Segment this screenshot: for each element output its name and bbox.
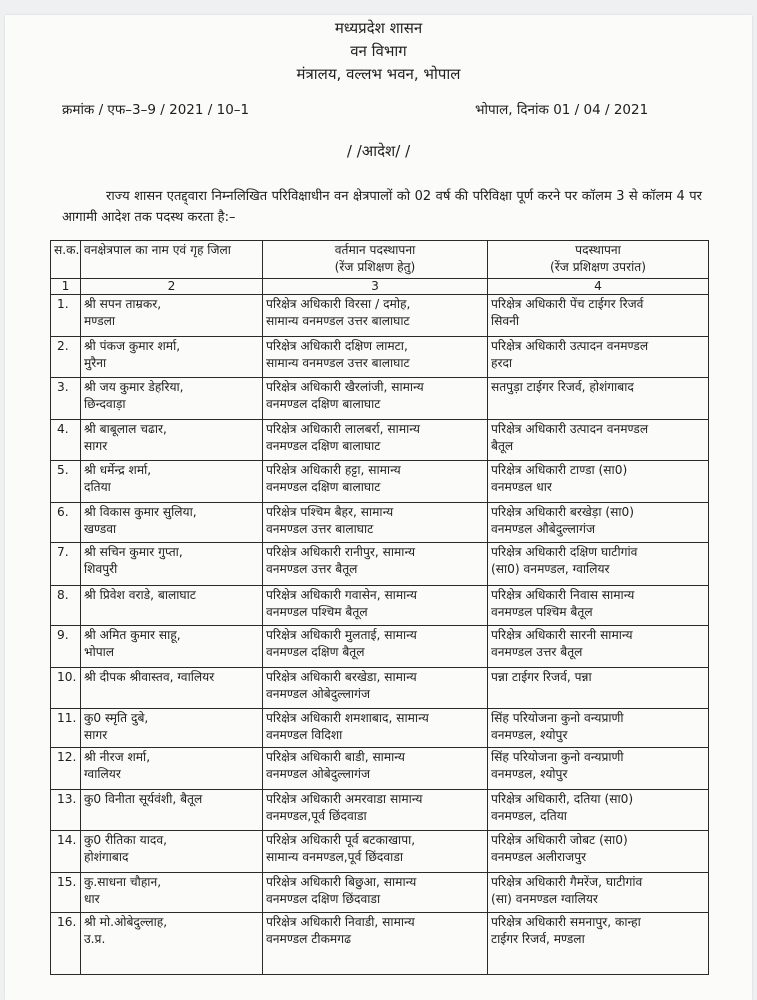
- cell-line: सिंह परियोजना कुनो वन्यप्राणी: [491, 750, 624, 764]
- cell-line: सामान्य वनमण्डल उत्तर बालाघाट: [266, 356, 410, 370]
- cell-line: (सा0) वनमण्डल, ग्वालियर: [491, 562, 610, 576]
- serial-number: 6.: [51, 503, 81, 543]
- cell-line: श्री मो.ओबेदुल्लाह,: [84, 915, 168, 929]
- cell-line: ग्वालियर: [84, 767, 121, 781]
- order-paragraph: [62, 186, 702, 228]
- current-posting-cell: [263, 873, 488, 913]
- cell-line: कु0 विनीता सूर्यवंशी, बैतूल: [84, 792, 203, 806]
- cell-line: श्री जय कुमार डेहरिया,: [84, 380, 184, 394]
- officer-name-cell: [81, 543, 263, 586]
- posting-table: [50, 240, 709, 975]
- cell-line: मुरैना: [84, 356, 107, 370]
- cell-line: परिक्षेत्र अधिकारी अमरवाडा सामान्य: [266, 792, 423, 806]
- new-posting-cell: [488, 420, 709, 461]
- cell-line: परिक्षेत्र अधिकारी बरखेडा, सामान्य: [266, 670, 417, 684]
- officer-name-cell: [81, 748, 263, 790]
- header-line: (रेंज प्रशिक्षण उपरांत): [550, 260, 646, 274]
- cell-line: श्री सपन ताम्रकर,: [84, 297, 162, 311]
- current-posting-cell: [263, 709, 488, 748]
- cell-line: वनमण्डल औबेदुल्लागंज: [491, 522, 595, 536]
- officer-name-cell: [81, 709, 263, 748]
- cell-line: दतिया: [84, 480, 111, 494]
- cell-line: परिक्षेत्र अधिकारी पूर्व बटकाखापा,: [266, 833, 416, 847]
- new-posting-cell: [488, 668, 709, 709]
- cell-line: श्री सचिन कुमार गुप्ता,: [84, 545, 183, 559]
- cell-line: वनमण्डल दक्षिण बालाघाट: [266, 397, 381, 411]
- cell-line: परिक्षेत्र अधिकारी सारनी सामान्य: [491, 628, 633, 642]
- current-posting-cell: [263, 461, 488, 503]
- cell-line: वनमण्डल दक्षिण बालाघाट: [266, 439, 381, 453]
- current-posting-cell: [263, 378, 488, 420]
- column-number: 2: [81, 279, 263, 295]
- serial-number: 14.: [51, 831, 81, 873]
- current-posting-cell: [263, 503, 488, 543]
- officer-name-cell: [81, 378, 263, 420]
- table-header-row: [51, 241, 709, 279]
- cell-line: परिक्षेत्र अधिकारी विरसा / दमोह,: [266, 297, 411, 311]
- cell-line: कु0 स्मृति दुबे,: [84, 711, 149, 725]
- column-number: 3: [263, 279, 488, 295]
- serial-number: 11.: [51, 709, 81, 748]
- cell-line: वनमण्डल, श्योपुर: [491, 767, 568, 781]
- cell-line: वनमण्डल ओबेदुल्लागंज: [266, 687, 370, 701]
- cell-line: सामान्य वनमण्डल उत्तर बालाघाट: [266, 314, 410, 328]
- current-posting-cell: [263, 295, 488, 337]
- officer-name-cell: [81, 337, 263, 378]
- column-number: 4: [488, 279, 709, 295]
- officer-name-cell: [81, 461, 263, 503]
- cell-line: सिवनी: [491, 314, 520, 328]
- cell-line: सतपुड़ा टाईगर रिजर्व, होशंगाबाद: [491, 380, 634, 394]
- cell-line: धार: [84, 892, 100, 906]
- cell-line: परिक्षेत्र अधिकारी निवास सामान्य: [491, 588, 635, 602]
- cell-line: सामान्य वनमण्डल,पूर्व छिंदवाडा: [266, 850, 404, 864]
- serial-number: 9.: [51, 626, 81, 668]
- new-posting-cell: [488, 378, 709, 420]
- cell-line: परिक्षेत्र अधिकारी पेंच टाईगर रिजर्व: [491, 297, 644, 311]
- column-number-row: [51, 279, 709, 295]
- current-posting-cell: [263, 626, 488, 668]
- column-number: 1: [51, 279, 81, 295]
- header-line: स.क.: [54, 243, 80, 257]
- cell-line: उ.प्र.: [84, 932, 106, 946]
- officer-name-cell: [81, 420, 263, 461]
- cell-line: सागर: [84, 439, 108, 453]
- govt-title: मध्यप्रदेश शासन: [334, 19, 423, 37]
- cell-line: परिक्षेत्र अधिकारी लालबर्रा, सामान्य: [266, 422, 420, 436]
- header-line: वनक्षेत्रपाल का नाम एवं गृह जिला: [84, 243, 231, 257]
- table-row: [51, 295, 709, 337]
- officer-name-cell: [81, 790, 263, 831]
- table-row: [51, 709, 709, 748]
- ministry-address: मंत्रालय, वल्लभ भवन, भोपाल: [296, 65, 461, 83]
- cell-line: परिक्षेत्र अधिकारी जोबट (सा0): [491, 833, 628, 847]
- cell-line: होशंगाबाद: [84, 850, 129, 864]
- cell-line: वनमण्डल अलीराजपुर: [491, 850, 587, 864]
- cell-line: वनमण्डल उत्तर बैतूल: [266, 562, 358, 576]
- table-row: [51, 913, 709, 975]
- new-posting-cell: [488, 586, 709, 626]
- cell-line: परिक्षेत्र अधिकारी हट्टा, सामान्य: [266, 463, 401, 477]
- serial-number: 3.: [51, 378, 81, 420]
- serial-number: 13.: [51, 790, 81, 831]
- officer-name-cell: [81, 668, 263, 709]
- cell-line: कु.साधना चौहान,: [84, 875, 162, 889]
- serial-number: 10.: [51, 668, 81, 709]
- header-line: (रेंज प्रशिक्षण हेतु): [334, 260, 416, 274]
- department-title: वन विभाग: [350, 42, 407, 60]
- cell-line: श्री नीरज शर्मा,: [84, 750, 151, 764]
- table-row: [51, 586, 709, 626]
- new-posting-cell: [488, 626, 709, 668]
- new-posting-cell: [488, 790, 709, 831]
- serial-number: 7.: [51, 543, 81, 586]
- order-paragraph-text: राज्य शासन एतद्द्वारा निम्नलिखित परिविक्षाधीन वन क्षेत्रपालों को 02 वर्ष की परिविक्षा पूर्ण करने पर कॉलम 3 से कॉलम 4 पर आगामी आदेश तक पदस्थ करता है:–: [62, 189, 702, 225]
- table-row: [51, 873, 709, 913]
- officer-name-cell: [81, 831, 263, 873]
- cell-line: श्री प्रिवेश वराडे, बालाघाट: [84, 588, 196, 602]
- cell-line: परिक्षेत्र अधिकारी दक्षिण घाटीगांव: [491, 545, 638, 559]
- cell-line: शिवपुरी: [84, 562, 118, 576]
- cell-line: परिक्षेत्र अधिकारी खैरलांजी, सामान्य: [266, 380, 424, 394]
- cell-line: वनमण्डल टीकमगढ: [266, 932, 351, 946]
- cell-line: श्री विकास कुमार सुलिया,: [84, 505, 197, 519]
- table-row: [51, 543, 709, 586]
- cell-line: परिक्षेत्र अधिकारी गैमरेंज, घाटीगांव: [491, 875, 643, 889]
- cell-line: परिक्षेत्र अधिकारी बरखेड़ा (सा0): [491, 505, 635, 519]
- header-new-posting: [488, 241, 709, 279]
- current-posting-cell: [263, 748, 488, 790]
- table-row: [51, 790, 709, 831]
- cell-line: परिक्षेत्र पश्चिम बैहर, सामान्य: [266, 505, 394, 519]
- current-posting-cell: [263, 586, 488, 626]
- cell-line: हरदा: [491, 356, 513, 370]
- order-title: / /आदेश/ /: [346, 142, 411, 160]
- new-posting-cell: [488, 503, 709, 543]
- cell-line: वनमण्डल धार: [491, 480, 552, 494]
- current-posting-cell: [263, 668, 488, 709]
- serial-number: 8.: [51, 586, 81, 626]
- cell-line: (सा) वनमण्डल ग्वालियर: [491, 892, 598, 906]
- cell-line: परिक्षेत्र अधिकारी बिछुआ, सामान्य: [266, 875, 417, 889]
- current-posting-cell: [263, 831, 488, 873]
- new-posting-cell: [488, 873, 709, 913]
- cell-line: परिक्षेत्र अधिकारी बाडी, सामान्य: [266, 750, 405, 764]
- cell-line: वनमण्डल,पूर्व छिंदवाडा: [266, 809, 367, 823]
- cell-line: सिंह परियोजना कुनो वन्यप्राणी: [491, 711, 624, 725]
- serial-number: 16.: [51, 913, 81, 975]
- new-posting-cell: [488, 913, 709, 975]
- cell-line: छिन्दवाड़ा: [84, 397, 126, 411]
- cell-line: परिक्षेत्र अधिकारी रानीपुर, सामान्य: [266, 545, 416, 559]
- table-row: [51, 831, 709, 873]
- new-posting-cell: [488, 748, 709, 790]
- cell-line: परिक्षेत्र अधिकारी समनापुर, कान्हा: [491, 915, 641, 929]
- cell-line: परिक्षेत्र अधिकारी मुलताई, सामान्य: [266, 628, 417, 642]
- reference-number: क्रमांक / एफ–3–9 / 2021 / 10–1: [62, 102, 250, 118]
- cell-line: परिक्षेत्र अधिकारी शमशाबाद, सामान्य: [266, 711, 429, 725]
- table-row: [51, 378, 709, 420]
- table-row: [51, 420, 709, 461]
- officer-name-cell: [81, 873, 263, 913]
- current-posting-cell: [263, 337, 488, 378]
- new-posting-cell: [488, 709, 709, 748]
- table-row: [51, 337, 709, 378]
- current-posting-cell: [263, 543, 488, 586]
- cell-line: टाईगर रिजर्व, मण्डला: [491, 932, 585, 946]
- table-row: [51, 668, 709, 709]
- cell-line: परिक्षेत्र अधिकारी निवाडी, सामान्य: [266, 915, 415, 929]
- new-posting-cell: [488, 543, 709, 586]
- cell-line: खण्डवा: [84, 522, 117, 536]
- cell-line: वनमण्डल ओबेदुल्लागंज: [266, 767, 370, 781]
- cell-line: श्री अमित कुमार साहू,: [84, 628, 181, 642]
- serial-number: 2.: [51, 337, 81, 378]
- place-date: भोपाल, दिनांक 01 / 04 / 2021: [475, 102, 649, 118]
- cell-line: मण्डला: [84, 314, 116, 328]
- cell-line: श्री बाबूलाल चढार,: [84, 422, 167, 436]
- cell-line: वनमण्डल पश्चिम बैतूल: [491, 605, 593, 619]
- cell-line: परिक्षेत्र अधिकारी उत्पादन वनमण्डल: [491, 422, 649, 436]
- cell-line: वनमण्डल दक्षिण छिंदवाडा: [266, 892, 381, 906]
- serial-number: 12.: [51, 748, 81, 790]
- table-row: [51, 748, 709, 790]
- header-serial: [51, 241, 81, 279]
- cell-line: परिक्षेत्र अधिकारी टाण्डा (सा0): [491, 463, 628, 477]
- cell-line: वनमण्डल पश्चिम बैतूल: [266, 605, 368, 619]
- cell-line: वनमण्डल दक्षिण बालाघाट: [266, 480, 381, 494]
- current-posting-cell: [263, 913, 488, 975]
- cell-line: वनमण्डल उत्तर बालाघाट: [266, 522, 374, 536]
- header-line: वर्तमान पदस्थापना: [334, 243, 416, 257]
- cell-line: बैतूल: [491, 439, 514, 453]
- table-row: [51, 461, 709, 503]
- cell-line: श्री धर्मेन्द्र शर्मा,: [84, 463, 152, 477]
- cell-line: श्री पंकज कुमार शर्मा,: [84, 339, 181, 353]
- officer-name-cell: [81, 503, 263, 543]
- officer-name-cell: [81, 913, 263, 975]
- new-posting-cell: [488, 831, 709, 873]
- serial-number: 15.: [51, 873, 81, 913]
- cell-line: सागर: [84, 728, 108, 742]
- cell-line: कु0 रीतिका यादव,: [84, 833, 167, 847]
- cell-line: भोपाल: [84, 645, 115, 659]
- officer-name-cell: [81, 626, 263, 668]
- header-current-posting: [263, 241, 488, 279]
- new-posting-cell: [488, 295, 709, 337]
- cell-line: परिक्षेत्र अधिकारी गवासेन, सामान्य: [266, 588, 417, 602]
- serial-number: 1.: [51, 295, 81, 337]
- cell-line: वनमण्डल, श्योपुर: [491, 728, 568, 742]
- cell-line: वनमण्डल, दतिया: [491, 809, 567, 823]
- cell-line: पन्ना टाईगर रिजर्व, पन्ना: [491, 670, 592, 684]
- cell-line: परिक्षेत्र अधिकारी उत्पादन वनमण्डल: [491, 339, 649, 353]
- cell-line: परिक्षेत्र अधिकारी, दतिया (सा0): [491, 792, 634, 806]
- new-posting-cell: [488, 337, 709, 378]
- header-line: पदस्थापना: [575, 243, 621, 257]
- table-row: [51, 626, 709, 668]
- serial-number: 5.: [51, 461, 81, 503]
- cell-line: परिक्षेत्र अधिकारी दक्षिण लामटा,: [266, 339, 408, 353]
- cell-line: श्री दीपक श्रीवास्तव, ग्वालियर: [84, 670, 215, 684]
- table-row: [51, 503, 709, 543]
- cell-line: वनमण्डल विदिशा: [266, 728, 343, 742]
- cell-line: वनमण्डल दक्षिण बैतूल: [266, 645, 365, 659]
- new-posting-cell: [488, 461, 709, 503]
- current-posting-cell: [263, 790, 488, 831]
- current-posting-cell: [263, 420, 488, 461]
- header-name-district: [81, 241, 263, 279]
- officer-name-cell: [81, 586, 263, 626]
- cell-line: वनमण्डल उत्तर बैतूल: [491, 645, 583, 659]
- serial-number: 4.: [51, 420, 81, 461]
- officer-name-cell: [81, 295, 263, 337]
